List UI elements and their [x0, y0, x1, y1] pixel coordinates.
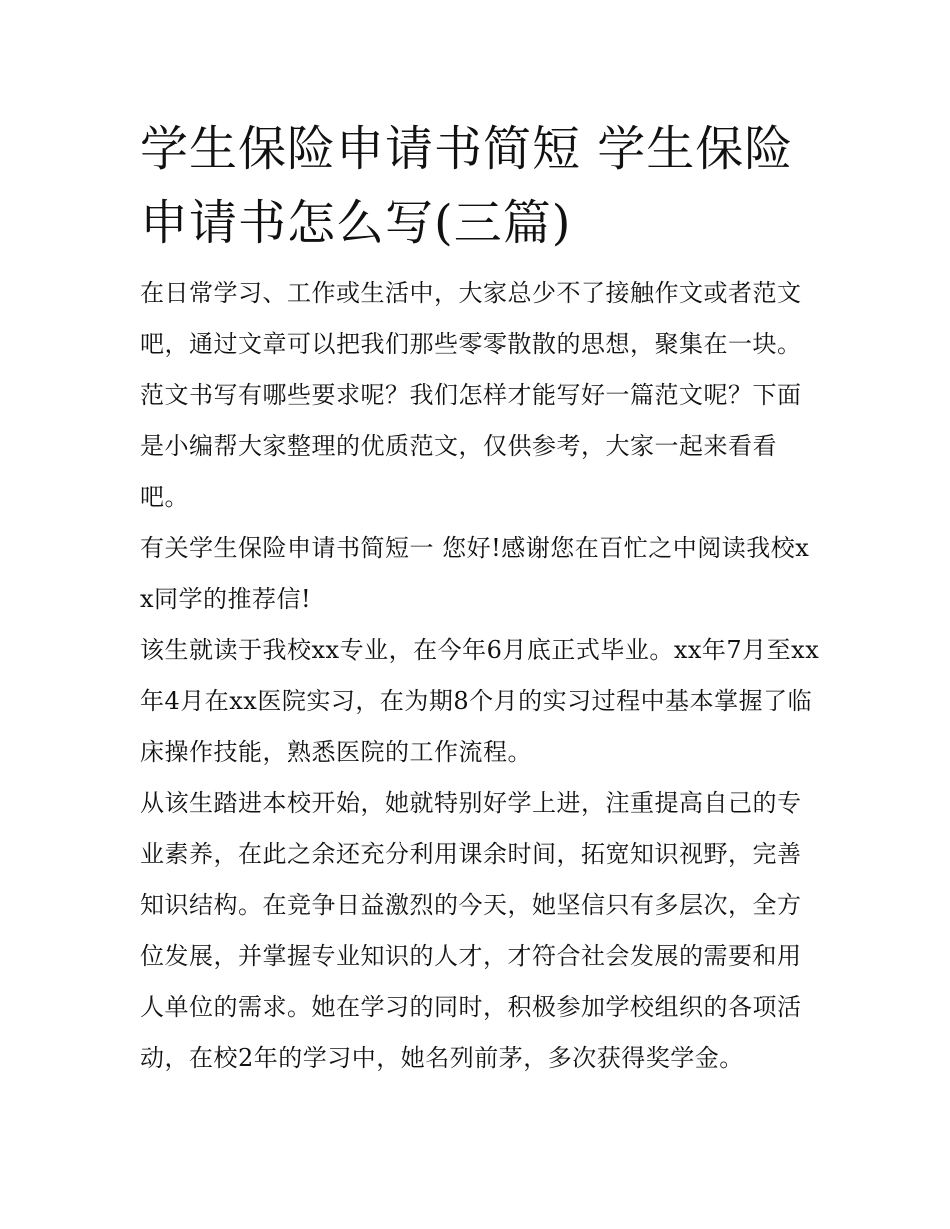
paragraph-greeting: 有关学生保险申请书简短一 您好!感谢您在百忙之中阅读我校xx同学的推荐信! — [140, 534, 810, 613]
paragraph-internship: 该生就读于我校xx专业，在今年6月底正式毕业。xx年7月至xx年4月在xx医院实习，在为期8个月的实习过程中基本掌握了临床操作技能，熟悉医院的工作流程。 — [140, 636, 820, 766]
document-body — [140, 112, 820, 1084]
document-title: 学生保险申请书简短 学生保险申请书怎么写(三篇) — [140, 121, 794, 251]
paragraph-performance: 从该生踏进本校开始，她就特别好学上进，注重提高自己的专业素养，在此之余还充分利用课余时间，拓宽知识视野，完善知识结构。在竞争日益激烈的今天，她坚信只有多层次，全方位发展，并掌握专业知识的人才，才符合社会发展的需要和用人单位的需求。她在学习的同时，积极参加学校组织的各项活动，在校2年的学习中，她名列前茅，多次获得奖学金。 — [140, 789, 802, 1072]
paragraph-intro: 在日常学习、工作或生活中，大家总少不了接触作文或者范文吧，通过文章可以把我们那些零零散散的思想，聚集在一块。范文书写有哪些要求呢？我们怎样才能写好一篇范文呢？下面是小编帮大家整理的优质范文，仅供参考，大家一起来看看吧。 — [140, 279, 802, 511]
